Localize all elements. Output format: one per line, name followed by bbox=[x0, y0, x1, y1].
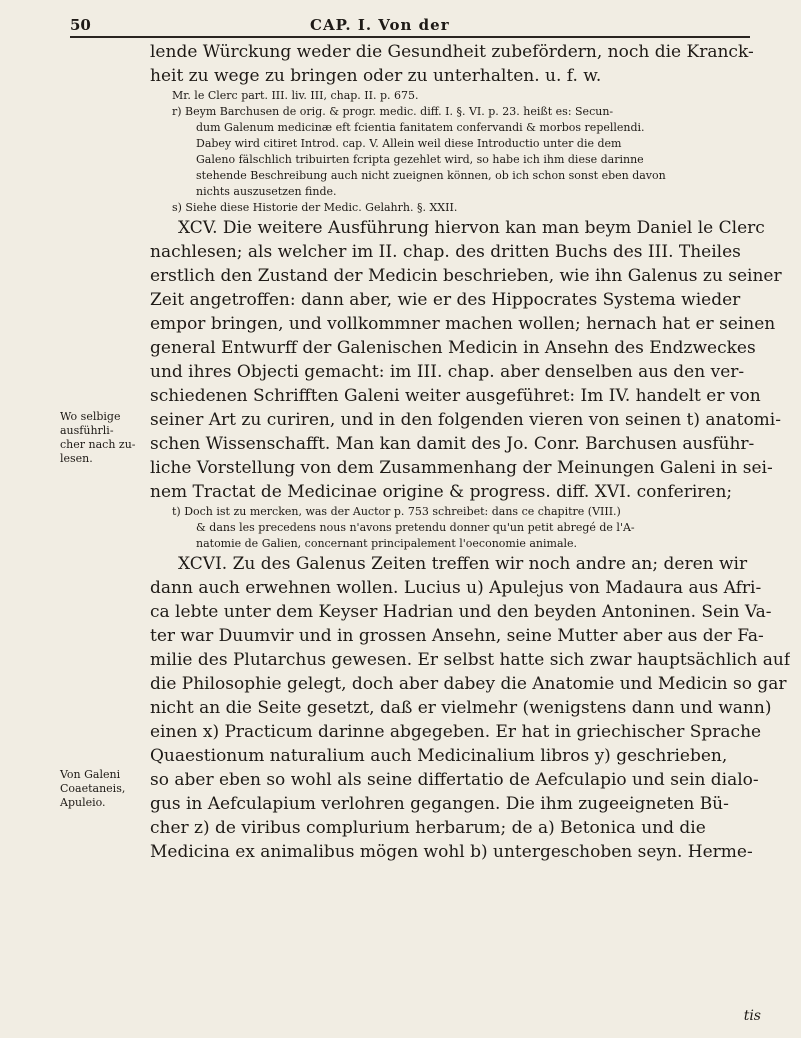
text-line: so aber eben so wohl als seine differtatio de Aefculapio und sein dialo- bbox=[150, 770, 759, 790]
header-rule bbox=[70, 36, 750, 38]
catchword: tis bbox=[743, 1008, 761, 1024]
text-line: ter war Duumvir und in grossen Ansehn, seine Mutter aber aus der Fa- bbox=[150, 626, 764, 646]
text-line: nicht an die Seite gesetzt, daß er vielmehr (wenigstens dann und wann) bbox=[150, 698, 772, 718]
footnote-line: Mr. le Clerc part. III. liv. III, chap. II. p. 675. bbox=[172, 89, 419, 102]
footnote-line: & dans les precedens nous n'avons pretendu donner qu'un petit abregé de l'A- bbox=[196, 521, 635, 534]
margin-note-2 bbox=[60, 768, 150, 810]
footnote-line: stehende Beschreibung auch nicht zueignen können, ob ich schon sonst eben davon bbox=[196, 169, 666, 182]
footnote-line: t) Doch ist zu mercken, was der Auctor p. 753 schreibet: dans ce chapitre (VIII.) bbox=[172, 505, 621, 518]
text-line: erstlich den Zustand der Medicin beschrieben, wie ihn Galenus zu seiner bbox=[150, 266, 782, 286]
text-line: nachlesen; als welcher im II. chap. des dritten Buchs des III. Theiles bbox=[150, 242, 741, 262]
text-line: nem Tractat de Medicinae origine & progress. diff. XVI. conferiren; bbox=[150, 482, 733, 502]
text-line: ca lebte unter dem Keyser Hadrian und den beyden Antoninen. Sein Va- bbox=[150, 602, 772, 622]
text-line: empor bringen, und vollkommner machen wollen; hernach hat er seinen bbox=[150, 314, 776, 334]
text-line: die Philosophie gelegt, doch aber dabey die Anatomie und Medicin so gar bbox=[150, 674, 787, 694]
margin-line: ausführli- bbox=[60, 424, 114, 437]
footnote-line: dum Galenum medicinæ eft fcientia fanitatem confervandi & morbos repellendi. bbox=[196, 121, 645, 134]
text-line: schiedenen Schrifften Galeni weiter ausgeführet: Im IV. handelt er von bbox=[150, 386, 761, 406]
text-line: liche Vorstellung von dem Zusammenhang der Meinungen Galeni in sei- bbox=[150, 458, 773, 478]
text-line: gus in Aefculapium verlohren gegangen. Die ihm zugeeigneten Bü- bbox=[150, 794, 729, 814]
text-line: Zeit angetroffen: dann aber, wie er des Hippocrates Systema wieder bbox=[150, 290, 741, 310]
text-line: dann auch erwehnen wollen. Lucius u) Apulejus von Madaura aus Afri- bbox=[150, 578, 762, 598]
footnote-line: Galeno fälschlich tribuirten fcripta gezehlet wird, so habe ich ihm diese darinne bbox=[196, 153, 644, 166]
text-line: general Entwurff der Galenischen Medicin in Ansehn des Endzweckes bbox=[150, 338, 756, 358]
footnote-line: Dabey wird citiret Introd. cap. V. Allein weil diese Introductio unter die dem bbox=[196, 137, 622, 150]
margin-line: lesen. bbox=[60, 452, 93, 465]
text-line: cher z) de viribus complurium herbarum; de a) Betonica und die bbox=[150, 818, 706, 838]
footnote-line: nichts auszusetzen finde. bbox=[196, 185, 337, 198]
text-line: einen x) Practicum darinne abgegeben. Er hat in griechischer Sprache bbox=[150, 722, 762, 742]
page-header bbox=[70, 6, 740, 40]
footnote-line: natomie de Galien, concernant principalement l'oeconomie animale. bbox=[196, 537, 578, 550]
margin-note-1 bbox=[60, 410, 150, 466]
text-line: Medicina ex animalibus mögen wohl b) untergeschoben seyn. Herme- bbox=[150, 842, 753, 862]
margin-line: Von Galeni bbox=[60, 768, 121, 781]
text-line: Quaestionum naturalium auch Medicinalium libros y) geschrieben, bbox=[150, 746, 728, 766]
text-line: seiner Art zu curiren, und in den folgenden vieren von seinen t) anatomi- bbox=[150, 410, 781, 430]
text-line: lende Würckung weder die Gesundheit zubefördern, noch die Kranck- bbox=[150, 42, 754, 62]
margin-line: cher nach zu- bbox=[60, 438, 136, 451]
text-line: milie des Plutarchus gewesen. Er selbst hatte sich zwar hauptsächlich auf bbox=[150, 650, 790, 670]
section-start-line: XCV. Die weitere Ausführung hiervon kan man beym Daniel le Clerc bbox=[178, 218, 765, 238]
margin-line: Apuleio. bbox=[60, 796, 106, 809]
text-line: und ihres Objecti gemacht: im III. chap. aber denselben aus den ver- bbox=[150, 362, 745, 382]
running-title: CAP. I. Von der bbox=[310, 16, 450, 34]
page-body bbox=[150, 40, 790, 864]
text-line: schen Wissenschafft. Man kan damit des Jo. Conr. Barchusen ausführ- bbox=[150, 434, 755, 454]
footnote-line: r) Beym Barchusen de orig. & progr. medic. diff. I. §. VI. p. 23. heißt es: Secun- bbox=[172, 105, 614, 118]
text-line: heit zu wege zu bringen oder zu unterhalten. u. f. w. bbox=[150, 66, 602, 86]
footnote-line: s) Siehe diese Historie der Medic. Gelahrh. §. XXII. bbox=[172, 201, 458, 214]
section-start-line: XCVI. Zu des Galenus Zeiten treffen wir noch andre an; deren wir bbox=[178, 554, 748, 574]
margin-line: Coaetaneis, bbox=[60, 782, 126, 795]
page-number: 50 bbox=[70, 16, 91, 34]
margin-line: Wo selbige bbox=[60, 410, 121, 423]
